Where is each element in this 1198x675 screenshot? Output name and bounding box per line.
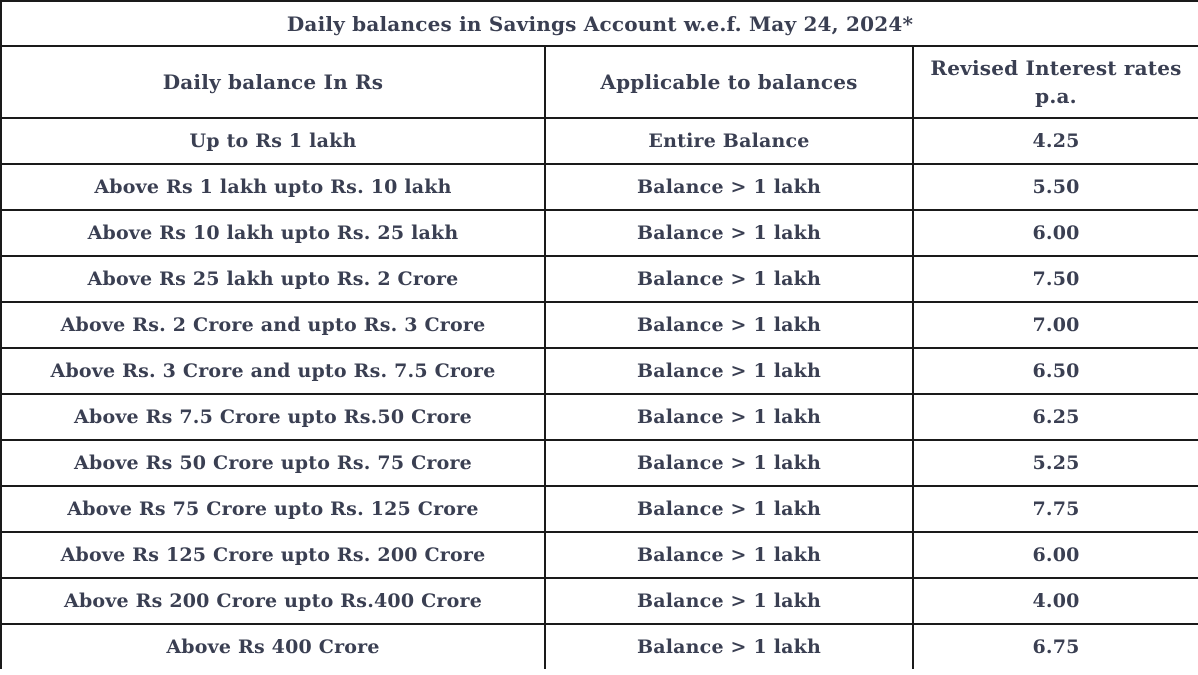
cell-interest-rate: 6.25 [913,394,1198,440]
table-row [1,440,1198,486]
cell-balance-slab: Above Rs 75 Crore upto Rs. 125 Crore [1,486,545,532]
table-header-row [1,46,1198,118]
cell-applicable-to: Entire Balance [545,118,913,164]
table-row [1,164,1198,210]
header-applicable-to: Applicable to balances [545,46,913,118]
cell-balance-slab: Above Rs 50 Crore upto Rs. 75 Crore [1,440,545,486]
cell-interest-rate: 4.00 [913,578,1198,624]
cell-interest-rate: 6.00 [913,532,1198,578]
table-row [1,578,1198,624]
cell-balance-slab: Above Rs 200 Crore upto Rs.400 Crore [1,578,545,624]
table-row [1,486,1198,532]
table-row [1,532,1198,578]
table-row [1,302,1198,348]
table-caption-row [1,1,1198,46]
table-row [1,348,1198,394]
table-row [1,256,1198,302]
cell-interest-rate: 7.50 [913,256,1198,302]
cell-applicable-to: Balance > 1 lakh [545,256,913,302]
cell-interest-rate: 4.25 [913,118,1198,164]
table-row [1,394,1198,440]
cell-interest-rate: 6.00 [913,210,1198,256]
cell-applicable-to: Balance > 1 lakh [545,164,913,210]
cell-applicable-to: Balance > 1 lakh [545,624,913,669]
table-caption: Daily balances in Savings Account w.e.f. May 24, 2024* [1,1,1198,46]
cell-interest-rate: 6.50 [913,348,1198,394]
cell-applicable-to: Balance > 1 lakh [545,532,913,578]
cell-balance-slab: Above Rs. 3 Crore and upto Rs. 7.5 Crore [1,348,545,394]
cell-balance-slab: Up to Rs 1 lakh [1,118,545,164]
cell-interest-rate: 7.75 [913,486,1198,532]
header-daily-balance: Daily balance In Rs [1,46,545,118]
cell-balance-slab: Above Rs 400 Crore [1,624,545,669]
table-row [1,210,1198,256]
cell-applicable-to: Balance > 1 lakh [545,210,913,256]
cell-applicable-to: Balance > 1 lakh [545,348,913,394]
cell-balance-slab: Above Rs. 2 Crore and upto Rs. 3 Crore [1,302,545,348]
table-row [1,118,1198,164]
header-interest-rate: Revised Interest rates p.a. [913,46,1198,118]
cell-applicable-to: Balance > 1 lakh [545,578,913,624]
table-row [1,624,1198,669]
cell-interest-rate: 7.00 [913,302,1198,348]
cell-applicable-to: Balance > 1 lakh [545,440,913,486]
cell-applicable-to: Balance > 1 lakh [545,302,913,348]
cell-balance-slab: Above Rs 10 lakh upto Rs. 25 lakh [1,210,545,256]
cell-interest-rate: 5.25 [913,440,1198,486]
cell-applicable-to: Balance > 1 lakh [545,486,913,532]
cell-balance-slab: Above Rs 1 lakh upto Rs. 10 lakh [1,164,545,210]
cell-balance-slab: Above Rs 7.5 Crore upto Rs.50 Crore [1,394,545,440]
cell-applicable-to: Balance > 1 lakh [545,394,913,440]
cell-interest-rate: 6.75 [913,624,1198,669]
cell-balance-slab: Above Rs 25 lakh upto Rs. 2 Crore [1,256,545,302]
cell-interest-rate: 5.50 [913,164,1198,210]
cell-balance-slab: Above Rs 125 Crore upto Rs. 200 Crore [1,532,545,578]
